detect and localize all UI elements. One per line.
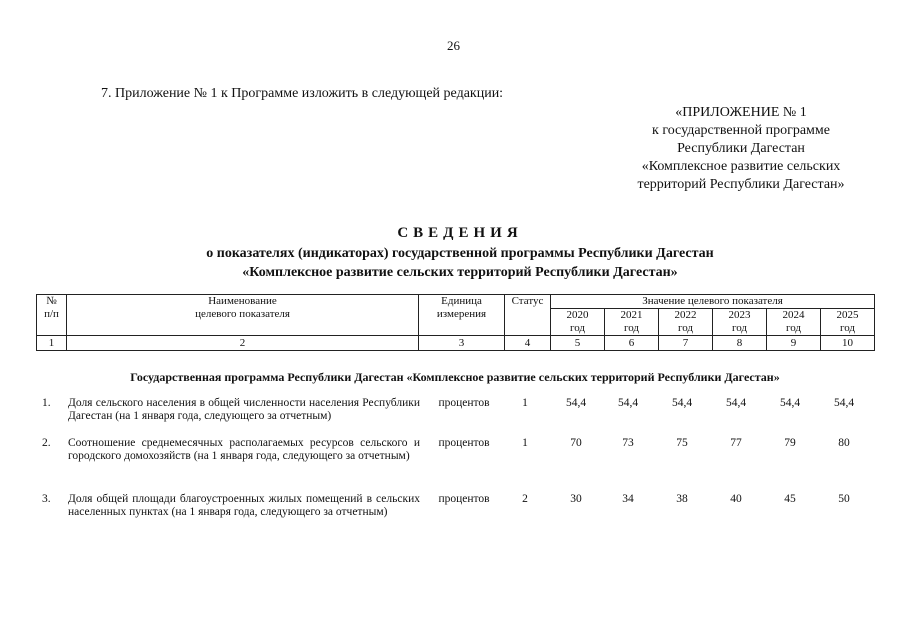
col-name-header: Наименование целевого показателя <box>67 295 419 336</box>
indicator-unit: процентов <box>438 437 490 449</box>
appendix-line: к государственной программе <box>652 123 830 138</box>
indicator-status: 1 <box>522 397 528 409</box>
col-num-header: № п/п <box>37 295 67 336</box>
indicator-unit: процентов <box>438 493 490 505</box>
column-number: 7 <box>659 336 713 351</box>
value-2024: 79 <box>784 437 796 449</box>
value-2025: 54,4 <box>833 397 855 409</box>
appendix-block <box>598 104 884 194</box>
column-number: 2 <box>67 336 419 351</box>
page-number: 26 <box>447 38 460 53</box>
column-number: 5 <box>551 336 605 351</box>
row-number: 1. <box>42 397 51 409</box>
year-header: 2020 год <box>551 309 605 336</box>
indicator-name: Соотношение среднемесячных располагаемых ресурсов сельского и городского домохозяйств (на 1 января года, следующего за отчетным) <box>68 437 420 462</box>
appendix-line: Республики Дагестан <box>677 141 805 156</box>
appendix-line: «Комплексное развитие сельских <box>641 159 841 174</box>
year-header: 2022 год <box>659 309 713 336</box>
value-2024: 45 <box>784 493 796 505</box>
value-2020: 54,4 <box>565 397 587 409</box>
col-status-header: Статус <box>505 295 551 336</box>
column-number: 4 <box>505 336 551 351</box>
column-number: 9 <box>767 336 821 351</box>
value-2025: 80 <box>838 437 850 449</box>
section-title: Государственная программа Республики Дагестан «Комплексное развитие сельских территорий Республики Дагестан» <box>130 370 780 384</box>
year-header: 2025 год <box>821 309 875 336</box>
value-2022: 38 <box>676 493 688 505</box>
value-2022: 54,4 <box>671 397 693 409</box>
indicators-table-header <box>36 294 875 351</box>
value-2024: 54,4 <box>779 397 801 409</box>
col-unit-header: Единица измерения <box>419 295 505 336</box>
col-value-group-header: Значение целевого показателя <box>551 295 875 309</box>
indicator-name: Доля сельского населения в общей численности населения Республики Дагестан (на 1 января года, следующего за отчетным) <box>68 397 420 422</box>
indicator-status: 2 <box>522 493 528 505</box>
appendix-line: «ПРИЛОЖЕНИЕ № 1 <box>675 105 807 120</box>
year-header: 2023 год <box>713 309 767 336</box>
value-2023: 77 <box>730 437 742 449</box>
value-2020: 70 <box>570 437 582 449</box>
intro-text: 7. Приложение № 1 к Программе изложить в следующей редакции: <box>101 86 504 101</box>
title-heading: СВЕДЕНИЯ <box>397 225 523 241</box>
column-number: 3 <box>419 336 505 351</box>
year-header: 2024 год <box>767 309 821 336</box>
row-number: 3. <box>42 493 51 505</box>
year-header: 2021 год <box>605 309 659 336</box>
appendix-line: территорий Республики Дагестан» <box>637 177 845 192</box>
document-title <box>130 224 790 282</box>
value-2023: 40 <box>730 493 742 505</box>
value-2021: 54,4 <box>617 397 639 409</box>
value-2025: 50 <box>838 493 850 505</box>
value-2021: 73 <box>622 437 634 449</box>
column-number: 8 <box>713 336 767 351</box>
title-line-1: о показателях (индикаторах) государственной программы Республики Дагестан <box>206 246 714 261</box>
value-2021: 34 <box>622 493 634 505</box>
column-number: 1 <box>37 336 67 351</box>
value-2022: 75 <box>676 437 688 449</box>
title-line-2: «Комплексное развитие сельских территорий Республики Дагестан» <box>242 265 678 280</box>
value-2020: 30 <box>570 493 582 505</box>
indicator-status: 1 <box>522 437 528 449</box>
row-number: 2. <box>42 437 51 449</box>
value-2023: 54,4 <box>725 397 747 409</box>
indicator-name: Доля общей площади благоустроенных жилых помещений в сельских населенных пунктах (на 1 января года, следующего за отчетным) <box>68 493 420 518</box>
column-number: 10 <box>821 336 875 351</box>
column-number: 6 <box>605 336 659 351</box>
indicator-unit: процентов <box>438 397 490 409</box>
